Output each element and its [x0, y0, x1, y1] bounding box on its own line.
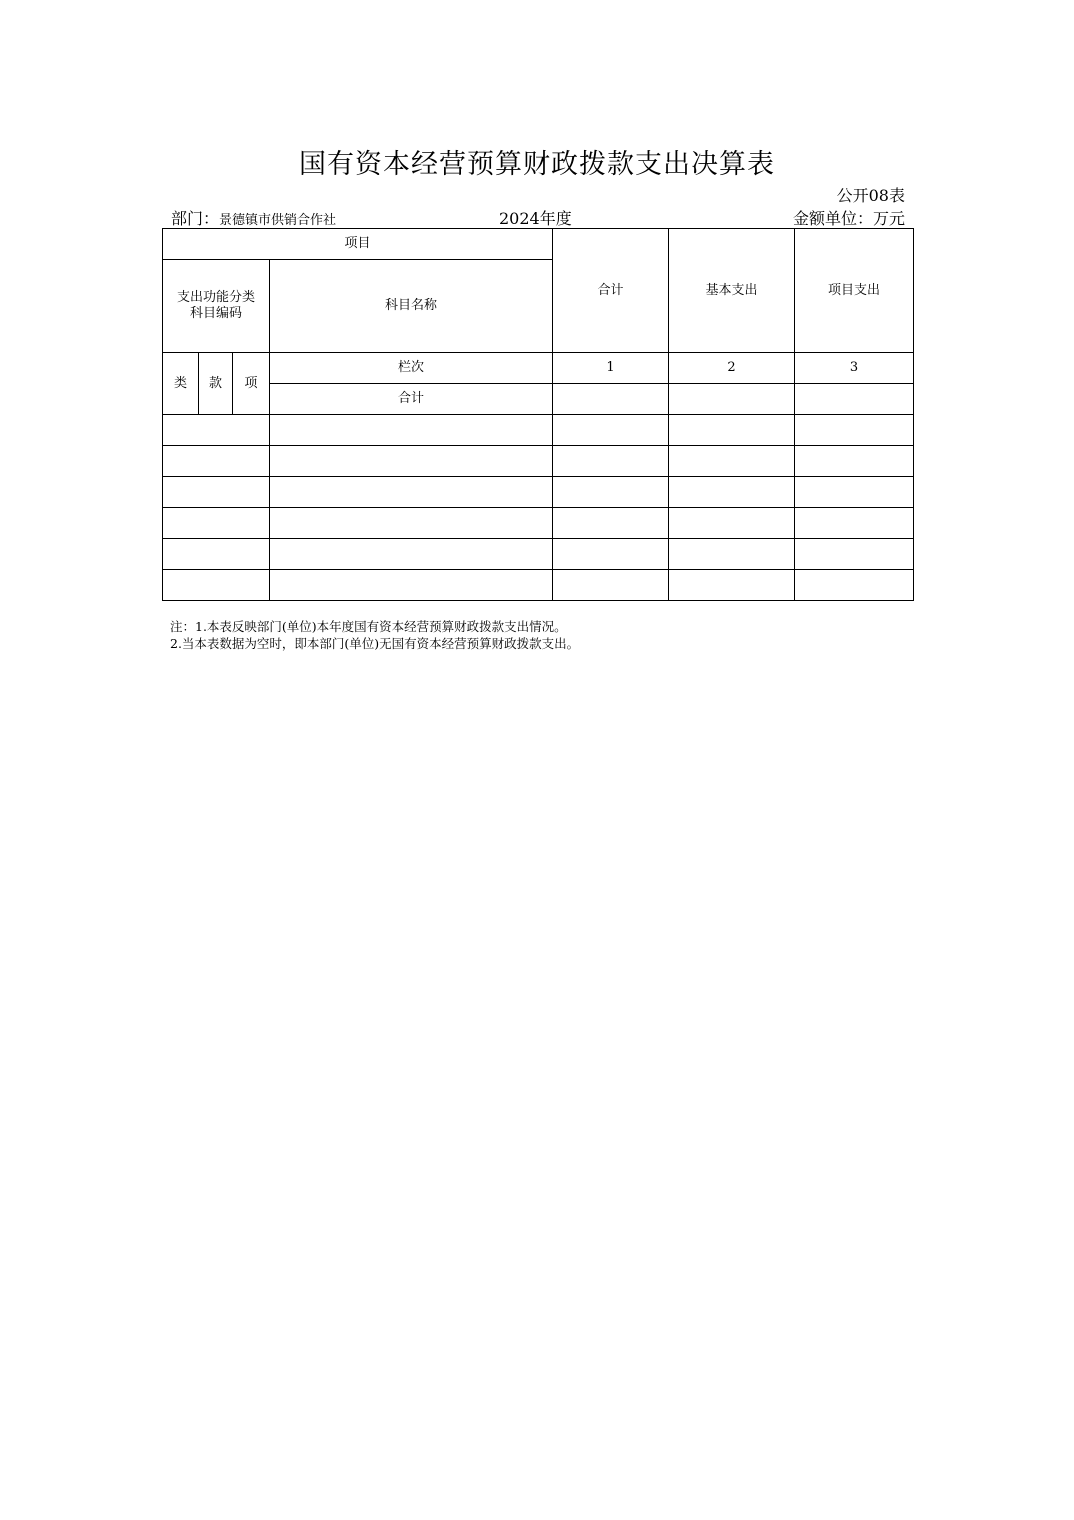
expenditure-table	[162, 228, 914, 601]
total-cell	[553, 384, 669, 415]
header-function-code-text: 支出功能分类科目编码	[176, 290, 255, 321]
total-cell	[553, 539, 669, 570]
total-project-cell	[795, 384, 914, 415]
basic-cell	[669, 446, 795, 477]
table-row	[163, 415, 914, 446]
col-xiang: 项	[233, 353, 270, 415]
table-row	[163, 477, 914, 508]
project-cell	[795, 508, 914, 539]
amount-unit: 金额单位：万元	[792, 209, 905, 228]
table-row	[163, 446, 914, 477]
project-cell	[795, 415, 914, 446]
col-number-3: 3	[795, 353, 914, 384]
header-subject-name: 科目名称	[270, 260, 553, 353]
table-row	[163, 570, 914, 601]
project-cell	[795, 539, 914, 570]
department-label: 部门：	[171, 209, 220, 228]
basic-cell	[669, 539, 795, 570]
header-basic-expenditure: 基本支出	[669, 229, 795, 353]
header-item: 项目	[163, 229, 553, 260]
col-kuan: 款	[199, 353, 233, 415]
note-1: 注：1.本表反映部门(单位)本年度国有资本经营预算财政拨款支出情况。	[170, 619, 567, 634]
basic-cell	[669, 415, 795, 446]
project-cell	[795, 446, 914, 477]
name-cell	[270, 415, 553, 446]
name-cell	[270, 508, 553, 539]
notes	[170, 618, 579, 652]
form-number: 公开08表	[836, 186, 905, 205]
department-value: 景德镇市供销合作社	[219, 213, 337, 228]
basic-cell	[669, 508, 795, 539]
note-2: 2.当本表数据为空时，即本部门(单位)无国有资本经营预算财政拨款支出。	[170, 636, 580, 651]
total-cell	[553, 477, 669, 508]
code-cell	[163, 508, 270, 539]
code-cell	[163, 570, 270, 601]
code-cell	[163, 415, 270, 446]
code-cell	[163, 446, 270, 477]
name-cell	[270, 539, 553, 570]
total-basic-cell	[669, 384, 795, 415]
fiscal-year: 2024年度	[499, 209, 572, 228]
code-cell	[163, 477, 270, 508]
col-lei: 类	[163, 353, 199, 415]
total-cell	[553, 508, 669, 539]
name-cell	[270, 477, 553, 508]
col-number-2: 2	[669, 353, 795, 384]
table-row	[163, 508, 914, 539]
total-cell	[553, 415, 669, 446]
code-cell	[163, 539, 270, 570]
header-project-expenditure: 项目支出	[795, 229, 914, 353]
page-title: 国有资本经营预算财政拨款支出决算表	[299, 149, 775, 180]
project-cell	[795, 477, 914, 508]
header-total: 合计	[553, 229, 669, 353]
project-cell	[795, 570, 914, 601]
name-cell	[270, 446, 553, 477]
name-cell	[270, 570, 553, 601]
col-number-1: 1	[553, 353, 669, 384]
row-total-label: 合计	[270, 384, 553, 415]
basic-cell	[669, 477, 795, 508]
header-function-code	[163, 260, 270, 353]
department	[171, 206, 336, 229]
total-cell	[553, 570, 669, 601]
total-cell	[553, 446, 669, 477]
row-lanci: 栏次	[270, 353, 553, 384]
basic-cell	[669, 570, 795, 601]
table-row	[163, 539, 914, 570]
